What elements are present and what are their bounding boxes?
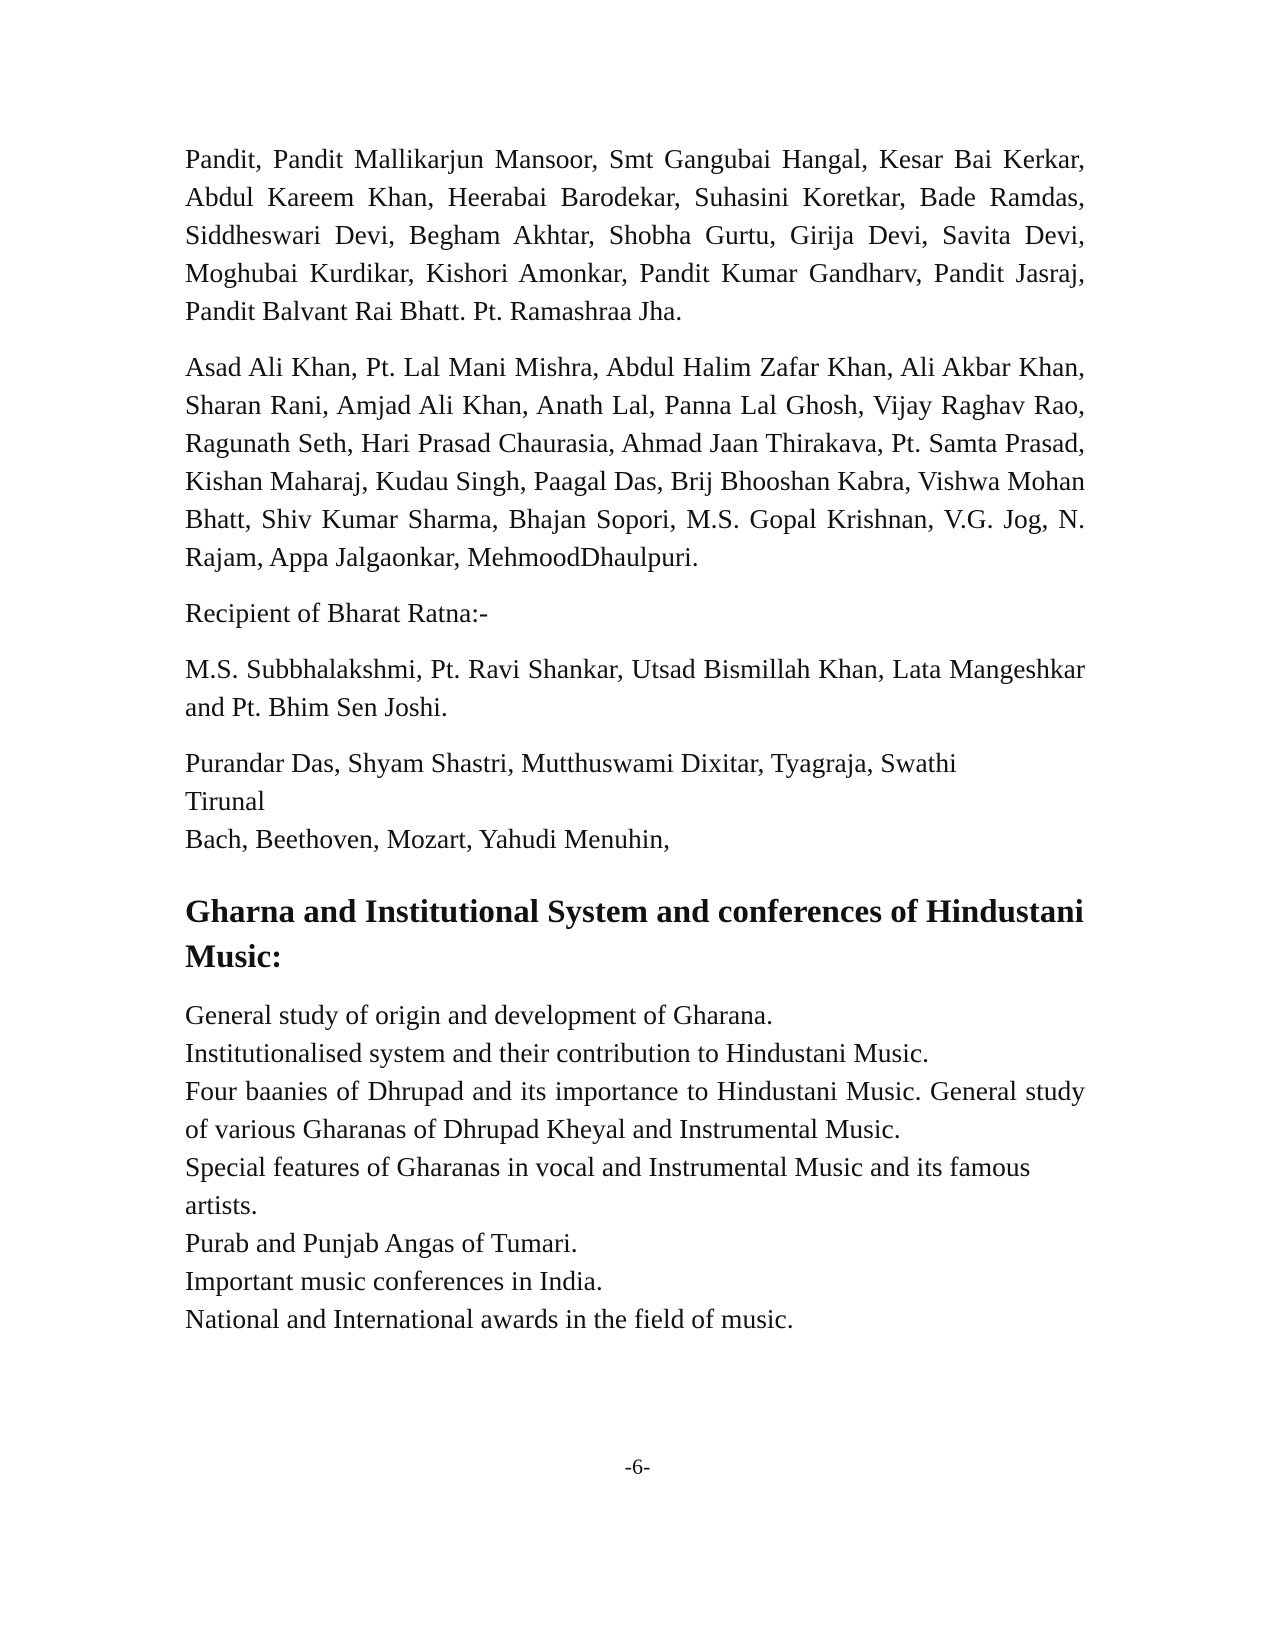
section-item: National and International awards in the field of music. — [185, 1303, 794, 1334]
section-heading: Gharna and Institutional System and conferences of Hindustani Music: — [185, 894, 1084, 975]
western-musicians-line: Bach, Beethoven, Mozart, Yahudi Menuhin, — [185, 823, 670, 854]
section-item: General study of origin and development of Gharana. — [185, 999, 774, 1030]
bharat-ratna-heading: Recipient of Bharat Ratna:- — [185, 597, 489, 628]
section-item: Special features of Gharanas in vocal and Instrumental Music and its famous artists. — [185, 1151, 1031, 1220]
section-item-list — [185, 996, 1085, 1338]
section-item: Purab and Punjab Angas of Tumari. — [185, 1227, 578, 1258]
carnatic-composers-line-1: Purandar Das, Shyam Shastri, Mutthuswami Dixitar, Tyagraja, Swathi — [185, 747, 957, 778]
bharat-ratna-list: M.S. Subbhalakshmi, Pt. Ravi Shankar, Utsad Bismillah Khan, Lata Mangeshkar and Pt. Bhim Sen Joshi. — [185, 653, 1085, 722]
section-item: Institutionalised system and their contribution to Hindustani Music. — [185, 1037, 929, 1068]
section-item: Important music conferences in India. — [185, 1265, 603, 1296]
carnatic-composers-line-2: Tirunal — [185, 785, 265, 816]
instrumentalists-paragraph: Asad Ali Khan, Pt. Lal Mani Mishra, Abdul Halim Zafar Khan, Ali Akbar Khan, Sharan Rani, Amjad Ali Khan, Anath Lal, Panna Lal Ghosh, Vijay Raghav Rao, Ragunath Seth, Hari Prasad Chaurasia, Ahmad Jaan Thirakava, Pt. Samta Prasad, Kishan Maharaj, Kudau Singh, Paagal Das, Brij Bhooshan Kabra, Vishwa Mohan Bhatt, Shiv Kumar Sharma, Bhajan Sopori, M.S. Gopal Krishnan, V.G. Jog, N. Rajam, Appa Jalgaonkar, MehmoodDhaulpuri. — [185, 351, 1085, 572]
page-number: -6- — [624, 1454, 651, 1479]
page-content — [185, 140, 1085, 1338]
vocalists-paragraph: Pandit, Pandit Mallikarjun Mansoor, Smt Gangubai Hangal, Kesar Bai Kerkar, Abdul Kareem Khan, Heerabai Barodekar, Suhasini Koretkar, Bade Ramdas, Siddheswari Devi, Begham Akhtar, Shobha Gurtu, Girija Devi, Savita Devi, Moghubai Kurdikar, Kishori Amonkar, Pandit Kumar Gandharv, Pandit Jasraj, Pandit Balvant Rai Bhatt. Pt. Ramashraa Jha. — [185, 143, 1085, 326]
section-item: Four baanies of Dhrupad and its importance to Hindustani Music. General study of various Gharanas of Dhrupad Kheyal and Instrumental Music. — [185, 1075, 1085, 1144]
